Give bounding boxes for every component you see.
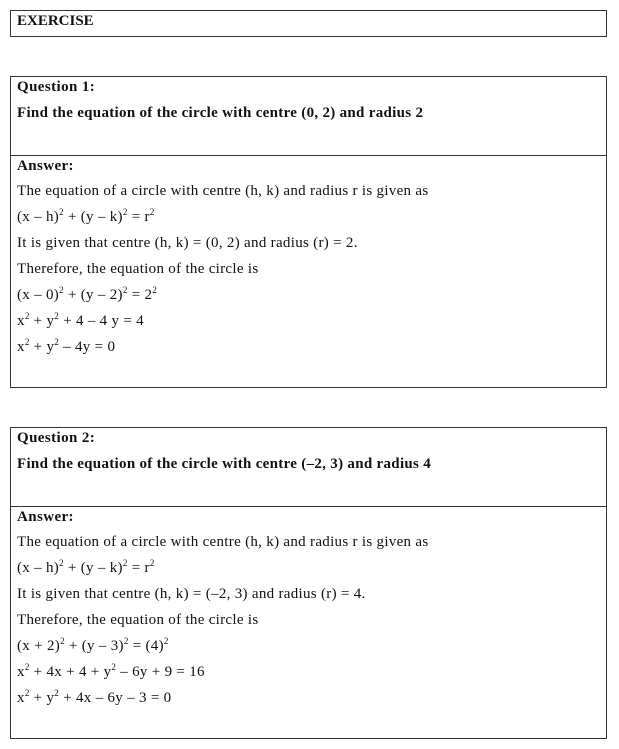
math-text: – 4y = 0 [59, 339, 116, 355]
math-text: + (y – 2) [63, 287, 123, 303]
answer-section [11, 507, 606, 738]
math-text: (x – h) [17, 560, 60, 576]
superscript: 2 [59, 207, 64, 217]
superscript: 2 [24, 688, 30, 698]
question-box-2 [10, 427, 607, 739]
math-text: x [17, 339, 25, 355]
math-text: Therefore, the equation of the circle is [17, 612, 259, 628]
question-text: Find the equation of the circle with centre (–2, 3) and radius 4 [17, 456, 432, 472]
math-text: = r [127, 209, 150, 225]
superscript: 2 [149, 207, 155, 217]
math-text: + y [29, 339, 55, 355]
superscript: 2 [163, 636, 169, 646]
math-text: Therefore, the equation of the circle is [17, 261, 259, 277]
answer-line [17, 313, 144, 330]
answer-label: Answer: [17, 158, 74, 174]
superscript: 2 [59, 558, 64, 568]
answer-line [17, 664, 205, 681]
math-text: The equation of a circle with centre (h, k) and radius r is given as [17, 534, 429, 550]
math-text: x [17, 690, 25, 706]
exercise-header [10, 10, 607, 37]
math-text: = r [127, 560, 150, 576]
superscript: 2 [152, 285, 158, 295]
question-label: Question 1: [17, 79, 96, 95]
superscript: 2 [149, 558, 155, 568]
answer-line [17, 586, 366, 603]
math-text: (x + 2) [17, 638, 61, 654]
math-text: = 2 [127, 287, 153, 303]
math-text: (x – 0) [17, 287, 60, 303]
answer-line [17, 560, 155, 577]
superscript: 2 [59, 285, 64, 295]
superscript: 2 [122, 558, 128, 568]
answer-line [17, 638, 169, 655]
math-text: The equation of a circle with centre (h, k) and radius r is given as [17, 183, 429, 199]
superscript: 2 [24, 311, 30, 321]
math-text: = (4) [128, 638, 164, 654]
superscript: 2 [54, 688, 60, 698]
math-text: It is given that centre (h, k) = (0, 2) and radius (r) = 2. [17, 235, 358, 251]
math-text: It is given that centre (h, k) = (–2, 3) and radius (r) = 4. [17, 586, 366, 602]
question-box-1 [10, 76, 607, 388]
math-text: + (y – 3) [64, 638, 124, 654]
math-text: + (y – k) [63, 560, 123, 576]
superscript: 2 [24, 337, 30, 347]
math-text: + (y – k) [63, 209, 123, 225]
exercise-title: EXERCISE [17, 13, 94, 29]
answer-line [17, 690, 171, 707]
answer-line [17, 612, 258, 629]
answer-label: Answer: [17, 509, 74, 525]
superscript: 2 [60, 636, 65, 646]
answer-line [17, 183, 429, 200]
math-text: (x – h) [17, 209, 60, 225]
math-text: + y [29, 690, 55, 706]
math-text: + y [29, 313, 55, 329]
superscript: 2 [24, 662, 30, 672]
answer-line [17, 235, 358, 252]
math-text: x [17, 313, 25, 329]
question-section [11, 428, 606, 507]
superscript: 2 [123, 636, 129, 646]
superscript: 2 [122, 285, 128, 295]
question-section [11, 77, 606, 156]
math-text: + 4x + 4 + y [29, 664, 112, 680]
superscript: 2 [111, 662, 117, 672]
math-text: + 4x – 6y – 3 = 0 [59, 690, 172, 706]
math-text: – 6y + 9 = 16 [116, 664, 205, 680]
question-text: Find the equation of the circle with centre (0, 2) and radius 2 [17, 105, 424, 121]
answer-section [11, 156, 606, 387]
superscript: 2 [122, 207, 128, 217]
question-label: Question 2: [17, 430, 96, 446]
answer-line [17, 534, 429, 551]
superscript: 2 [54, 311, 60, 321]
math-text: x [17, 664, 25, 680]
answer-line [17, 261, 258, 278]
math-text: + 4 – 4 y = 4 [59, 313, 144, 329]
answer-line [17, 339, 115, 356]
answer-line [17, 287, 157, 304]
answer-line [17, 209, 155, 226]
superscript: 2 [54, 337, 60, 347]
